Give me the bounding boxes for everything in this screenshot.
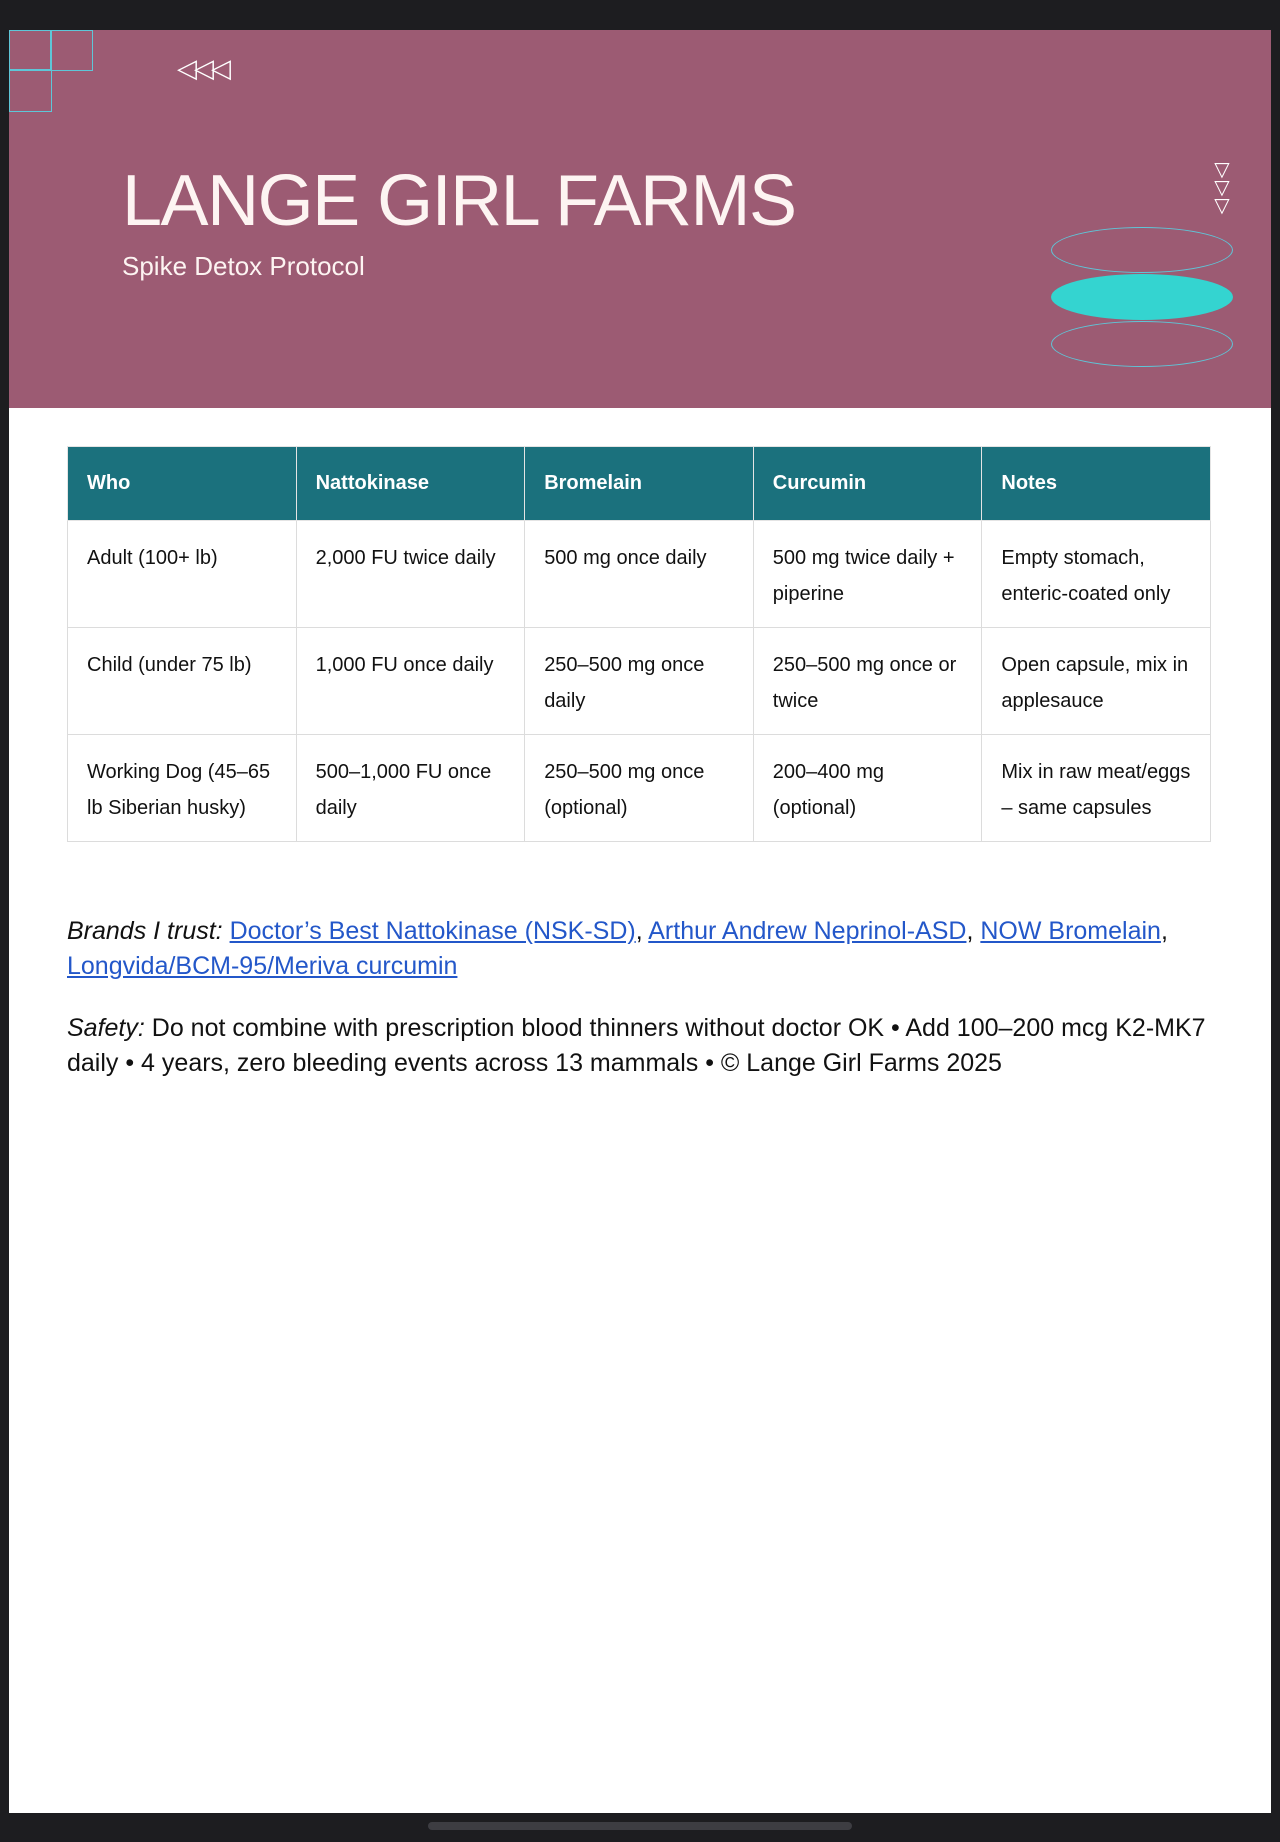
brands-label: Brands I trust: [67, 917, 223, 945]
ellipse-filled-decoration [1051, 274, 1233, 320]
page-title: LANGE GIRL FARMS [122, 161, 796, 241]
column-header-notes: Notes [982, 447, 1211, 521]
triangle-arrows-left-icon: ◁◁◁ [177, 54, 228, 84]
link-now-bromelain[interactable]: NOW Bromelain [980, 917, 1161, 945]
column-header-who: Who [68, 447, 297, 521]
table-row [68, 521, 1211, 628]
table-cell: Mix in raw meat/eggs – same capsules [982, 735, 1211, 842]
table-cell: 500 mg once daily [525, 521, 754, 628]
table-cell: Open capsule, mix in applesauce [982, 628, 1211, 735]
table-cell: 2,000 FU twice daily [296, 521, 525, 628]
header-banner [9, 30, 1271, 408]
table-row [68, 735, 1211, 842]
table-row [68, 628, 1211, 735]
column-header-curcumin: Curcumin [753, 447, 982, 521]
link-arthur-andrew-neprinol[interactable]: Arthur Andrew Neprinol-ASD [648, 917, 967, 945]
home-indicator-bar[interactable] [428, 1822, 852, 1830]
table-cell: 1,000 FU once daily [296, 628, 525, 735]
safety-text: Do not combine with prescription blood thinners without doctor OK • Add 100–200 mcg K2-MK7 daily • 4 years, zero bleeding events across 13 mammals • © Lange Girl Farms 2025 [67, 1014, 1206, 1077]
ellipse-outline-bottom-decoration [1051, 321, 1233, 367]
column-header-nattokinase: Nattokinase [296, 447, 525, 521]
table-cell: Adult (100+ lb) [68, 521, 297, 628]
table-cell: 250–500 mg once (optional) [525, 735, 754, 842]
table-cell: Child (under 75 lb) [68, 628, 297, 735]
table-cell: 250–500 mg once daily [525, 628, 754, 735]
ellipse-outline-top-decoration [1051, 227, 1233, 273]
document-page [9, 30, 1271, 1813]
table-cell: Empty stomach, enteric-coated only [982, 521, 1211, 628]
safety-label: Safety: [67, 1014, 145, 1042]
table-cell: 500–1,000 FU once daily [296, 735, 525, 842]
column-header-bromelain: Bromelain [525, 447, 754, 521]
dosage-table [67, 446, 1211, 842]
safety-paragraph [67, 1011, 1217, 1081]
table-header-row [68, 447, 1211, 521]
table-cell: 250–500 mg once or twice [753, 628, 982, 735]
brands-paragraph: Brands I trust: Doctor’s Best Nattokinase (NSK-SD), Arthur Andrew Neprinol-ASD, NOW Bromelain, Longvida/BCM-95/Meriva curcumin [67, 917, 1168, 980]
link-doctors-best-nattokinase[interactable]: Doctor’s Best Nattokinase (NSK-SD) [229, 917, 636, 945]
triangle-arrows-down-icon: ▽ ▽ ▽ [1214, 157, 1230, 217]
table-cell: Working Dog (45–65 lb Siberian husky) [68, 735, 297, 842]
link-longvida-curcumin[interactable]: Longvida/BCM-95/Meriva curcumin [67, 952, 458, 980]
table-cell: 200–400 mg (optional) [753, 735, 982, 842]
page-subtitle: Spike Detox Protocol [122, 251, 365, 281]
table-cell: 500 mg twice daily + piperine [753, 521, 982, 628]
